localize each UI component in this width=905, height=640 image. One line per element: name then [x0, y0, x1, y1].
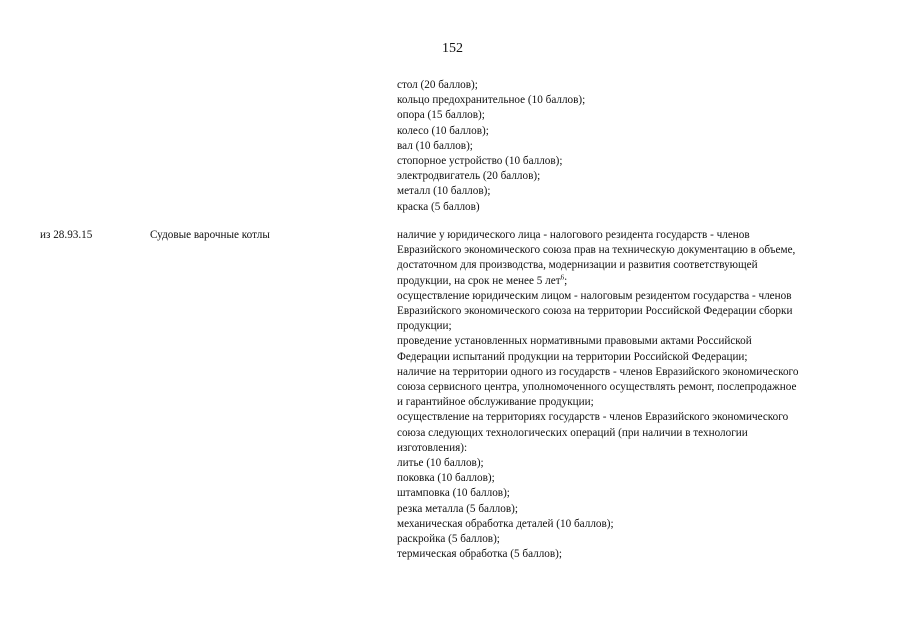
requirement-line: механическая обработка деталей (10 баллов); — [397, 517, 614, 530]
list-item: электродвигатель (20 баллов); — [397, 170, 541, 183]
requirement-line: осуществление юридическим лицом - налоговым резидентом государства - членов — [397, 289, 792, 302]
list-item: стопорное устройство (10 баллов); — [397, 155, 563, 168]
requirement-line: и гарантийное обслуживание продукции; — [397, 396, 594, 409]
requirement-line-with-footnote — [397, 274, 877, 289]
product-name: Судовые варочные котлы — [150, 229, 270, 241]
component-score-list — [397, 78, 877, 215]
requirement-line: продукции; — [397, 320, 452, 333]
footnote-suffix: ; — [564, 274, 568, 287]
requirement-line: осуществление на территориях государств - членов Евразийского экономического — [397, 411, 789, 424]
page-number: 152 — [442, 41, 463, 56]
list-item: металл (10 баллов); — [397, 185, 491, 198]
requirement-line: наличие у юридического лица - налогового резидента государств - членов — [397, 229, 750, 241]
requirement-line: поковка (10 баллов); — [397, 472, 495, 485]
requirement-line: союза сервисного центра, уполномоченного осуществлять ремонт, послепродажное — [397, 381, 797, 394]
requirement-line: союза следующих технологических операций (при наличии в технологии — [397, 426, 748, 439]
list-item: краска (5 баллов) — [397, 200, 480, 213]
requirements-text — [397, 228, 877, 562]
requirement-line: наличие на территории одного из государств - членов Евразийского экономического — [397, 365, 799, 378]
requirement-line: литье (10 баллов); — [397, 457, 484, 470]
requirement-line: резка металла (5 баллов); — [397, 502, 518, 515]
requirement-line: Федерации испытаний продукции на территории Российской Федерации; — [397, 350, 748, 363]
list-item: вал (10 баллов); — [397, 139, 473, 152]
requirement-line: штамповка (10 баллов); — [397, 487, 510, 500]
requirement-line: достаточном для производства, модернизации и развития соответствующей — [397, 259, 758, 272]
requirement-line: термическая обработка (5 баллов); — [397, 548, 563, 561]
footnote-mark: 6 — [560, 272, 565, 281]
requirement-line: продукции, на срок не менее 5 лет — [397, 274, 561, 287]
requirement-line: Евразийского экономического союза на территории Российской Федерации сборки — [397, 305, 793, 318]
requirement-line: проведение установленных нормативными правовыми актами Российской — [397, 335, 752, 348]
product-code: из 28.93.15 — [40, 229, 93, 241]
list-item: опора (15 баллов); — [397, 109, 485, 122]
list-item: стол (20 баллов); — [397, 79, 478, 91]
requirement-line: Евразийского экономического союза прав на техническую документацию в объеме, — [397, 244, 796, 257]
list-item: кольцо предохранительное (10 баллов); — [397, 94, 586, 107]
list-item: колесо (10 баллов); — [397, 124, 489, 137]
requirement-line: изготовления): — [397, 441, 468, 454]
requirement-line: раскройка (5 баллов); — [397, 533, 500, 546]
